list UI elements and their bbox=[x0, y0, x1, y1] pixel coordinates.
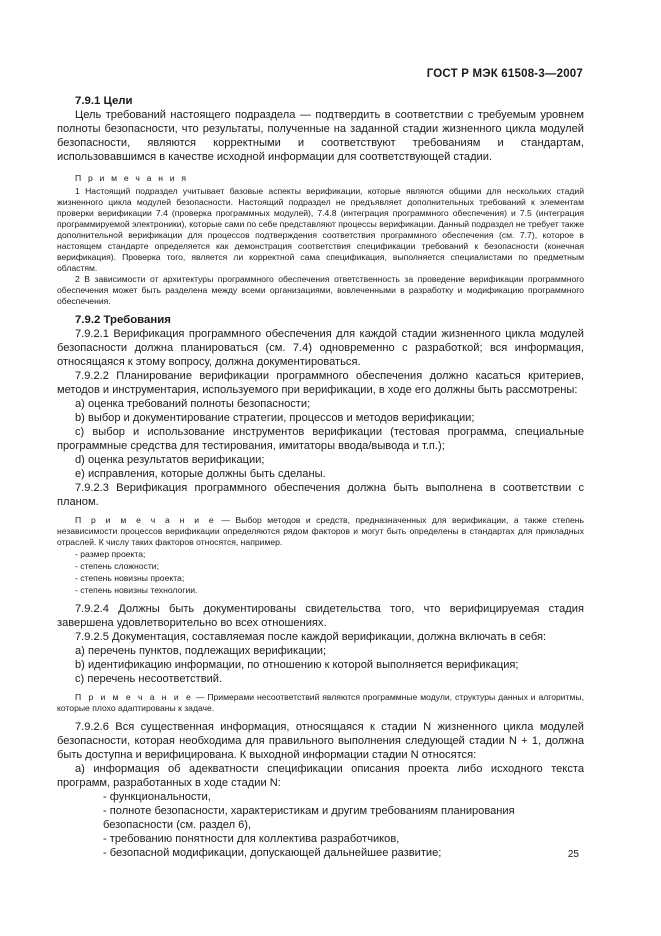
sub-item: - полноте безопасности, характеристикам и другим требованиям планирования безопасности (см. раздел 6), bbox=[103, 805, 515, 831]
sub-item: - безопасной модификации, допускающей дальнейшее развитие; bbox=[103, 847, 442, 859]
page-number: 25 bbox=[567, 849, 579, 860]
paragraph-goal: Цель требований настоящего подраздела — подтвердить в соответствии с требуемым уровнем полноты безопасности, что результаты, полученные на заданной стадии жизненного цикла модулей безопасности, являются корректными и соответствуют требованиям и стандартам, использовавшимся в качестве исходной информации для соответствующей стадии. bbox=[57, 109, 584, 163]
paragraph-7-9-2-6: 7.9.2.6 Вся существенная информация, относящаяся к стадии N жизненного цикла модулей безопасности, которая необходима для правильного выполнения следующей стадии N + 1, должна быть доступна и верифицирована. К выходной информации стадии N относятся: bbox=[57, 721, 584, 761]
factor-item: - степень новизны технологии. bbox=[75, 585, 198, 595]
paragraph-7-9-2-2: 7.9.2.2 Планирование верификации программного обеспечения должно касаться критериев, методов и инструментария, используемого при верификации, в ходе его должны быть рассмотрены: bbox=[57, 370, 584, 396]
paragraph-7-9-2-1: 7.9.2.1 Верификация программного обеспечения для каждой стадии жизненного цикла модулей безопасности должна планироваться (см. 7.4) одновременно с разработкой; вся информация, относящаяся к этому вопросу, должна документироваться. bbox=[57, 328, 584, 368]
list-item: а) информация об адекватности спецификации описания проекта либо исходного текста программ, разработанных в ходе стадии N: bbox=[57, 763, 584, 789]
paragraph-7-9-2-5: 7.9.2.5 Документация, составляемая после каждой верификации, должна включать в себя: bbox=[75, 631, 547, 643]
document-body bbox=[57, 94, 584, 860]
list-item: d) оценка результатов верификации; bbox=[75, 454, 265, 466]
list-item: с) выбор и использование инструментов верификации (тестовая программа, специальные программные средства для тестирования, имитаторы ввода/вывода и т.п.); bbox=[57, 426, 584, 452]
note-2: 2 В зависимости от архитектуры программного обеспечения ответственность за проведение верификации программного обеспечения может быть разделена между всеми организациями, вовлеченными в разработку и модификацию программного обеспечения. bbox=[57, 274, 584, 306]
note-3 bbox=[57, 515, 584, 548]
list-item: с) перечень несоответствий. bbox=[75, 673, 223, 685]
document-header: ГОСТ Р МЭК 61508-3—2007 bbox=[426, 68, 583, 80]
note-3-text: — Выбор методов и средств, предназначенных для верификации, а также степень независимости процессов верификации определяются рядом факторов и могут быть определены в стандартах для прикладных отраслей. К числу таких факторов относятся, например. bbox=[57, 515, 584, 547]
list-item: b) выбор и документирование стратегии, процессов и методов верификации; bbox=[75, 412, 475, 424]
sub-item: - требованию понятности для коллектива разработчиков, bbox=[103, 833, 400, 845]
factor-item: - степень новизны проекта; bbox=[75, 573, 185, 583]
factor-item: - размер проекта; bbox=[75, 549, 146, 559]
paragraph-7-9-2-3: 7.9.2.3 Верификация программного обеспечения должна быть выполнена в соответствии с планом. bbox=[57, 482, 584, 508]
section-heading-7-9-1: 7.9.1 Цели bbox=[75, 95, 133, 107]
note-4 bbox=[57, 692, 584, 714]
note-3-label: П р и м е ч а н и е bbox=[75, 515, 216, 525]
note-4-text: — Примерами несоответствий являются программные модули, структуры данных и алгоритмы, которые плохо адаптированы к задаче. bbox=[57, 692, 584, 713]
list-item: е) исправления, которые должны быть сделаны. bbox=[75, 468, 326, 480]
list-item: а) перечень пунктов, подлежащих верификации; bbox=[75, 645, 327, 657]
sub-item: - функциональности, bbox=[103, 791, 211, 803]
note-1: 1 Настоящий подраздел учитывает базовые аспекты верификации, которые являются общими для нескольких стадий жизненного цикла модулей безопасности. Настоящий подраздел не предъявляет дополнительных требований к элементам проверки верификации 7.4 (проверка программных модулей), 7.4.8 (интеграция программного обеспечения) и 7.5 (интеграция программируемой электроники), которые сами по себе представляют процессы верификации. Данный подраздел не требует также дополнительной верификации для процессов подтверждения соответствия программного обеспечения (см. 7.7), которое в настоящем стандарте определяется как демонстрация соответствия спецификации требований к безопасности (конечная верификация). Проверка того, является ли корректной сама спецификация, выполняется специалистами по предметным областям. bbox=[57, 186, 584, 273]
list-item: b) идентификацию информации, по отношению к которой выполняется верификация; bbox=[75, 659, 519, 671]
list-item: а) оценка требований полноты безопасности; bbox=[75, 398, 311, 410]
section-heading-7-9-2: 7.9.2 Требования bbox=[75, 314, 171, 326]
notes-title: П р и м е ч а н и я bbox=[75, 173, 189, 183]
paragraph-7-9-2-4: 7.9.2.4 Должны быть документированы свидетельства того, что верифицируемая стадия завершена удовлетворительно во всех отношениях. bbox=[57, 603, 584, 629]
note-4-label: П р и м е ч а н и е bbox=[75, 692, 193, 702]
factor-item: - степень сложности; bbox=[75, 561, 159, 571]
